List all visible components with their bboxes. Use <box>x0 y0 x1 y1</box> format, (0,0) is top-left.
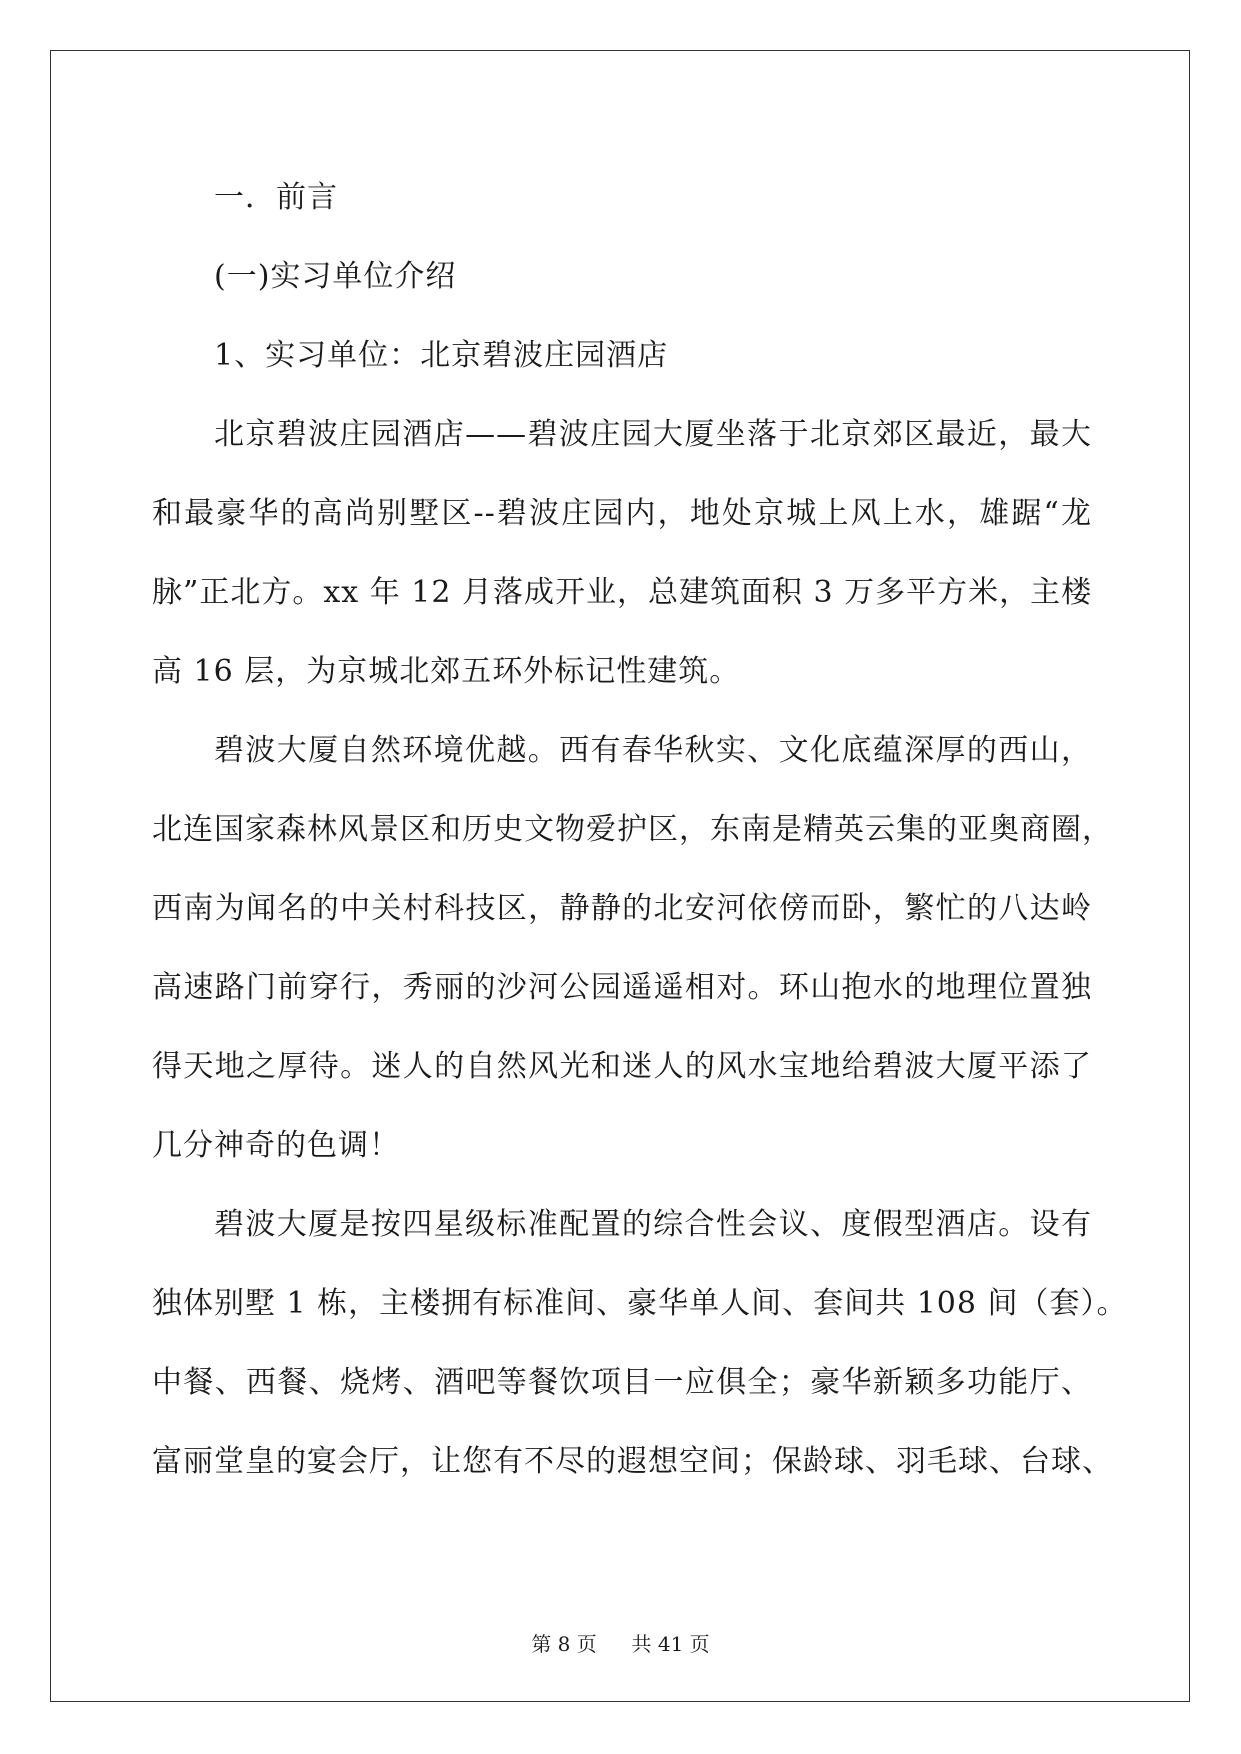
paragraph-line: 脉”正北方。xx 年 12 月落成开业，总建筑面积 3 万多平方米，主楼 <box>152 575 1093 610</box>
paragraph-line: 中餐、西餐、烧烤、酒吧等餐饮项目一应俱全；豪华新颖多功能厅、 <box>152 1365 1092 1400</box>
page-total: 共 41 页 <box>631 1632 710 1656</box>
page-number: 第 8 页 <box>531 1632 597 1656</box>
paragraph-line: 富丽堂皇的宴会厅，让您有不尽的遐想空间；保龄球、羽毛球、台球、 <box>152 1444 1113 1479</box>
paragraph-line: 西南为闻名的中关村科技区，静静的北安河依傍而卧，繁忙的八达岭 <box>152 891 1092 926</box>
paragraph-line: 和最豪华的高尚别墅区--碧波庄园内，地处京城上风上水，雄踞“龙 <box>152 496 1092 531</box>
paragraph-line: 得天地之厚待。迷人的自然风光和迷人的风水宝地给碧波大厦平添了 <box>152 1049 1092 1084</box>
paragraph-line: 高 16 层，为京城北郊五环外标记性建筑。 <box>152 654 741 689</box>
paragraph-line: 碧波大厦是按四星级标准配置的综合性会议、度假型酒店。设有 <box>214 1207 1092 1242</box>
paragraph-line: 碧波大厦自然环境优越。西有春华秋实、文化底蕴深厚的西山， <box>214 733 1092 768</box>
paragraph-line: 北京碧波庄园酒店——碧波庄园大厦坐落于北京郊区最近，最大 <box>214 417 1092 452</box>
subsection-heading: (一)实习单位介绍 <box>214 259 457 294</box>
paragraph-hotel-intro <box>152 395 1092 711</box>
paragraph-line: 北连国家森林风景区和历史文物爱护区，东南是精英云集的亚奥商圈， <box>152 812 1113 847</box>
document-body <box>152 158 1128 1501</box>
paragraph-line: 几分神奇的色调！ <box>152 1128 400 1163</box>
paragraph-environment <box>152 711 1113 1185</box>
paragraph-line: 高速路门前穿行，秀丽的沙河公园遥遥相对。环山抱水的地理位置独 <box>152 970 1092 1005</box>
paragraph-facilities <box>152 1185 1128 1501</box>
item-heading: 1、实习单位：北京碧波庄园酒店 <box>214 338 669 373</box>
paragraph-line: 独体别墅 1 栋，主楼拥有标准间、豪华单人间、套间共 108 间（套）。 <box>152 1286 1128 1321</box>
page-footer <box>0 1632 1241 1656</box>
section-heading: 一．前言 <box>214 180 338 215</box>
